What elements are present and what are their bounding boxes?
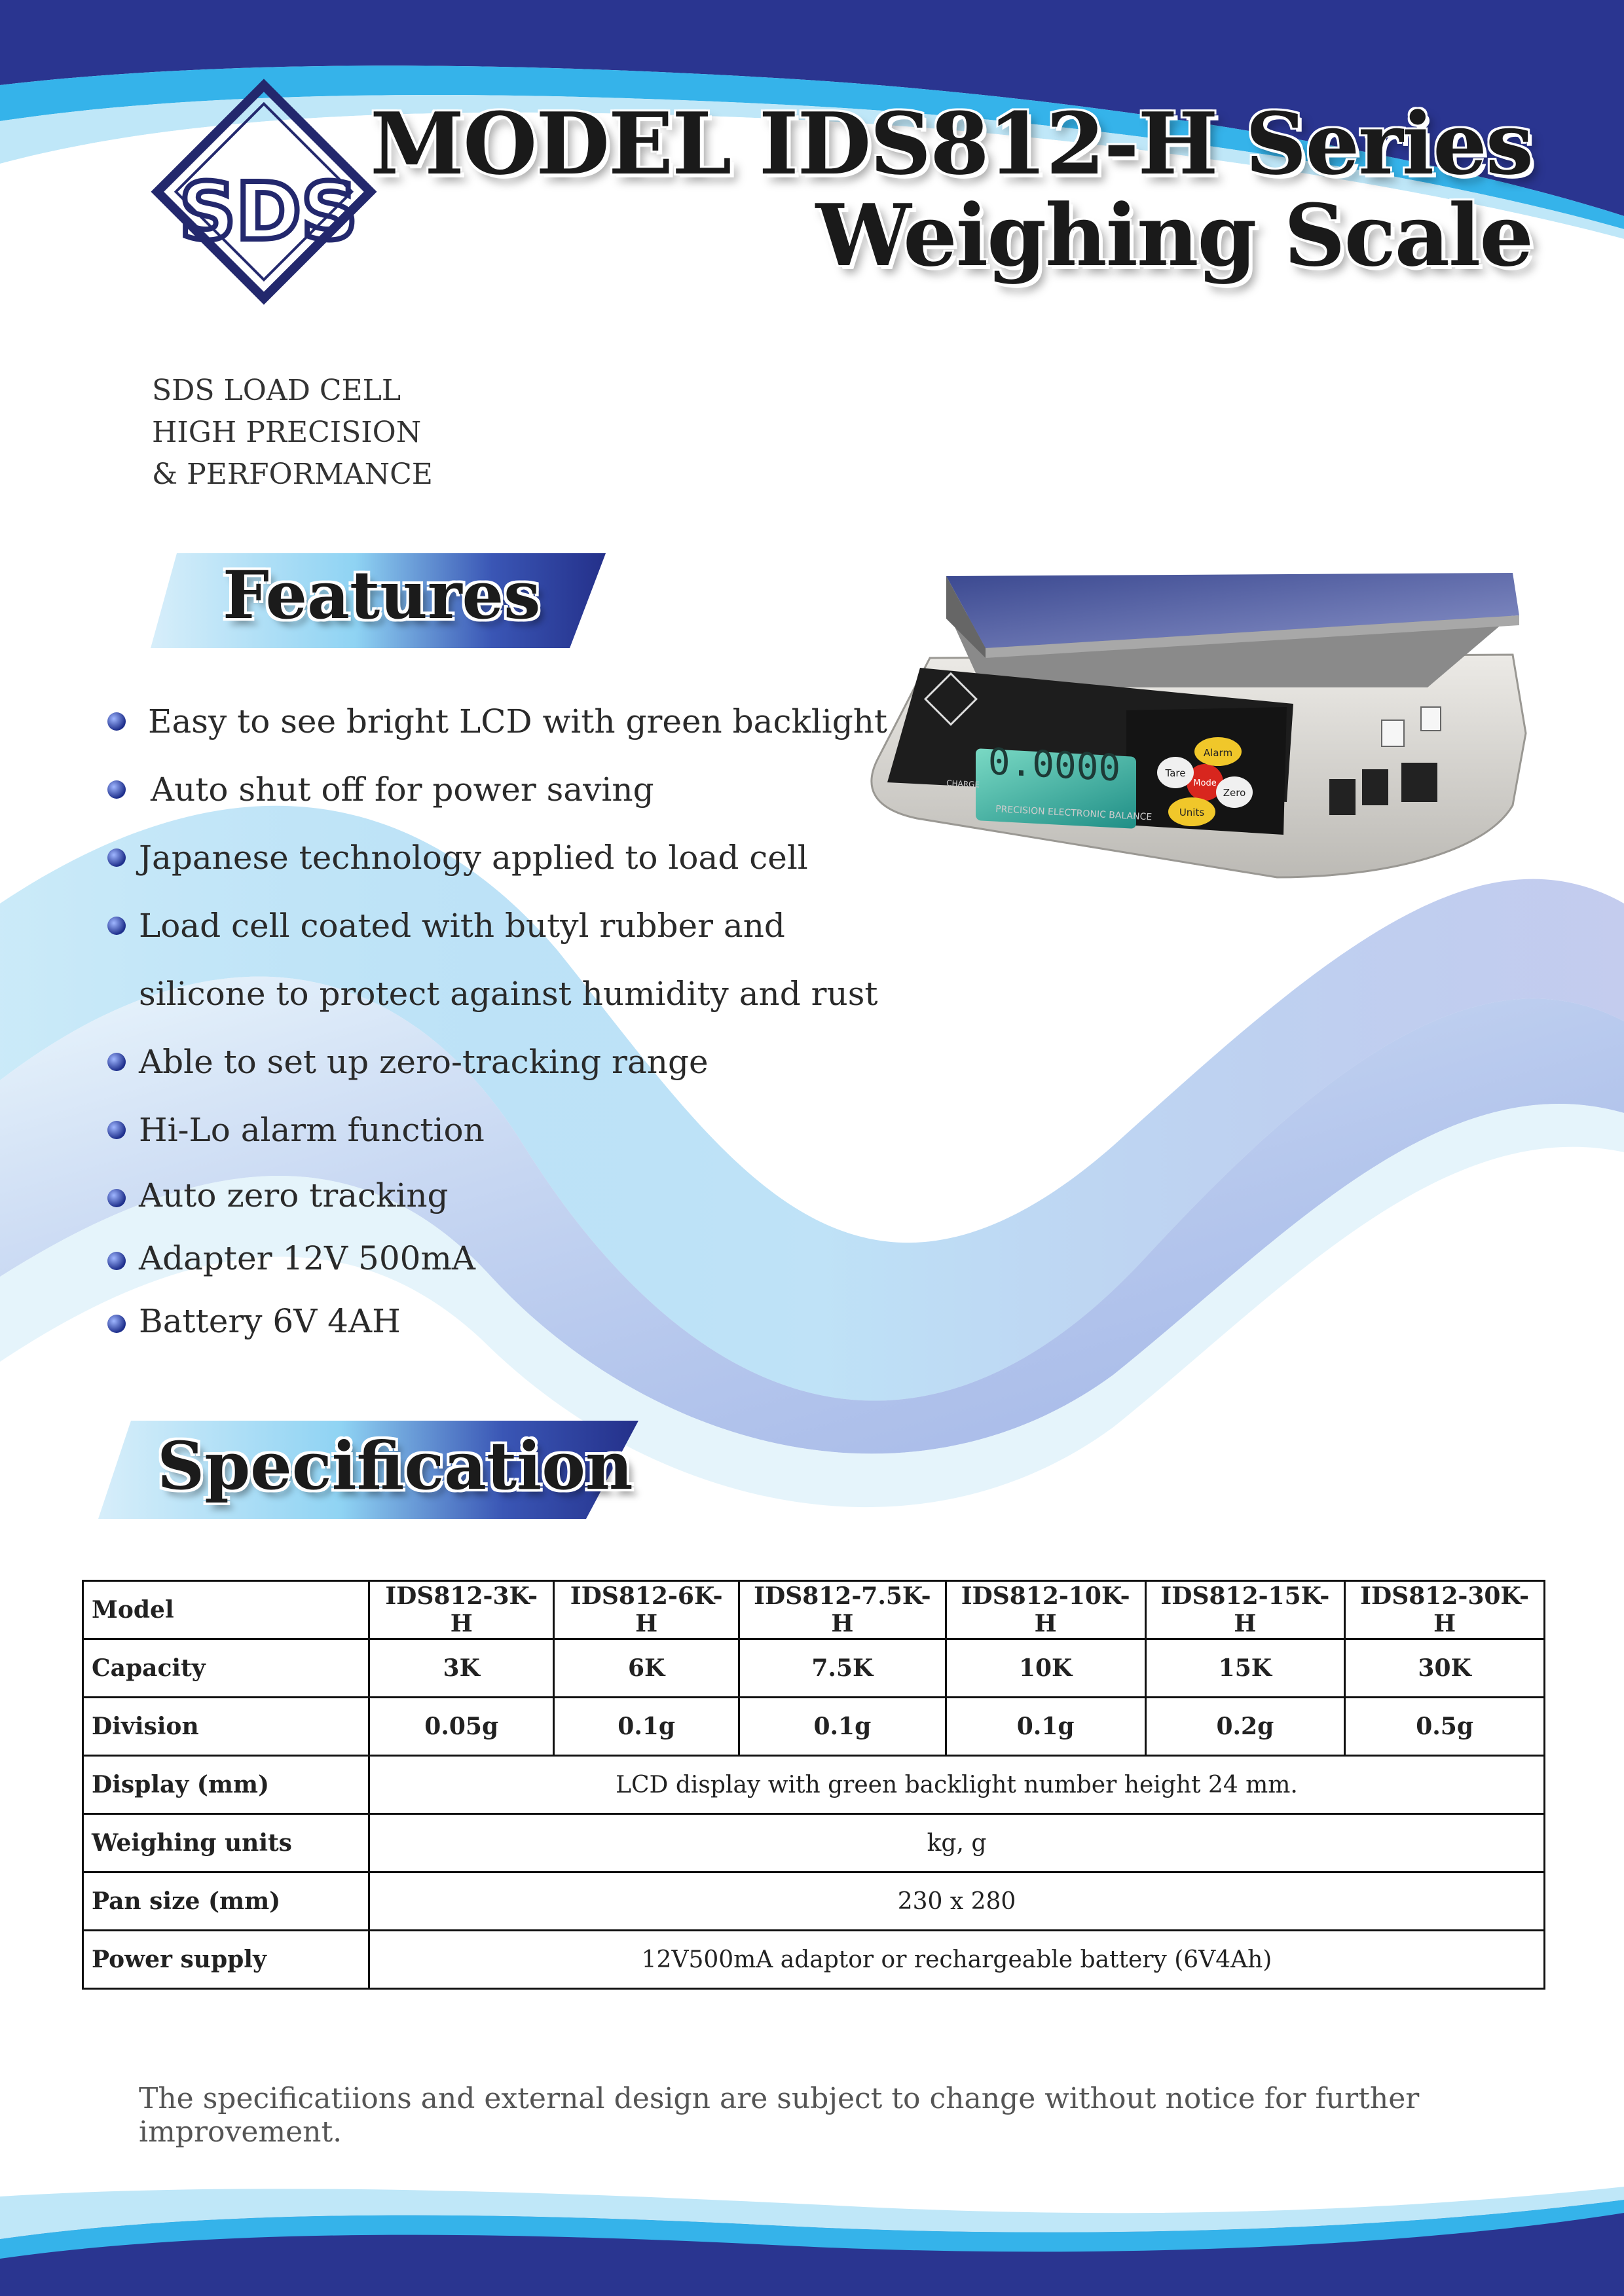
table-cell: 0.1g: [739, 1698, 946, 1756]
table-cell: 3K: [369, 1639, 554, 1698]
tagline-line: & PERFORMANCE: [152, 458, 433, 491]
table-cell: kg, g: [369, 1814, 1545, 1872]
table-cell: 0.1g: [946, 1698, 1145, 1756]
table-cell: IDS812-30K-H: [1345, 1581, 1545, 1639]
feature-item: Able to set up zero-tracking range: [105, 1028, 891, 1096]
table-cell: IDS812-7.5K-H: [739, 1581, 946, 1639]
specification-table: [82, 1580, 1545, 1990]
row-label: Display (mm): [83, 1756, 369, 1814]
table-cell: IDS812-3K-H: [369, 1581, 554, 1639]
table-cell: LCD display with green backlight number height 24 mm.: [369, 1756, 1545, 1814]
table-row: [83, 1931, 1545, 1989]
table-row: [83, 1814, 1545, 1872]
feature-item-continuation: silicone to protect against humidity and rust: [139, 975, 878, 1013]
tagline-line: HIGH PRECISION: [152, 416, 422, 449]
table-cell: 15K: [1145, 1639, 1345, 1698]
bullet-icon: [107, 917, 126, 935]
table-cell: IDS812-6K-H: [554, 1581, 739, 1639]
svg-text:CHARGE: CHARGE: [946, 778, 980, 790]
bullet-icon: [107, 1053, 126, 1071]
footnote: The specificatiions and external design are subject to change without notice for further improvement.: [139, 2082, 1420, 2149]
feature-item: Hi-Lo alarm function: [105, 1096, 891, 1164]
bullet-icon: [107, 1252, 126, 1270]
bullet-icon: [107, 1121, 126, 1139]
bullet-icon: [107, 848, 126, 867]
svg-text:SDS: SDS: [179, 167, 358, 258]
table-cell: 6K: [554, 1639, 739, 1698]
table-cell: 0.05g: [369, 1698, 554, 1756]
svg-text:Tare: Tare: [1165, 767, 1186, 779]
bullet-icon: [107, 1315, 126, 1333]
svg-text:Alarm: Alarm: [1203, 747, 1233, 759]
tagline-line: SDS LOAD CELL: [152, 374, 401, 407]
specification-heading: Specification: [157, 1427, 633, 1504]
table-cell: 30K: [1345, 1639, 1545, 1698]
table-cell: IDS812-10K-H: [946, 1581, 1145, 1639]
table-cell: 0.2g: [1145, 1698, 1345, 1756]
svg-text:Units: Units: [1179, 807, 1205, 818]
feature-item: Load cell coated with butyl rubber and: [105, 892, 891, 960]
feature-item: Easy to see bright LCD with green backlight: [105, 687, 891, 756]
feature-item: Adapter 12V 500mA: [105, 1227, 891, 1290]
table-cell: IDS812-15K-H: [1145, 1581, 1345, 1639]
table-row: [83, 1581, 1545, 1639]
features-list: [105, 687, 891, 1353]
table-cell: 0.5g: [1345, 1698, 1545, 1756]
bullet-icon: [107, 1189, 126, 1207]
table-cell: 10K: [946, 1639, 1145, 1698]
table-row: [83, 1639, 1545, 1698]
svg-text:Zero: Zero: [1223, 787, 1246, 799]
table-cell: 230 x 280: [369, 1872, 1545, 1931]
feature-item: Auto shut off for power saving: [105, 756, 891, 824]
table-row: [83, 1872, 1545, 1931]
table-cell: 7.5K: [739, 1639, 946, 1698]
page-title-line1: MODEL IDS812-H Series: [370, 94, 1532, 194]
scale-product-image: [872, 573, 1526, 877]
brand-tagline: [152, 370, 433, 496]
svg-text:PRECISION ELECTRONIC BALANCE: PRECISION ELECTRONIC BALANCE: [995, 804, 1153, 823]
feature-item: Battery 6V 4AH: [105, 1290, 891, 1353]
lcd-digits: 0.0000: [987, 740, 1121, 790]
row-label: Model: [83, 1581, 369, 1639]
bullet-icon: [107, 712, 126, 731]
table-row: [83, 1698, 1545, 1756]
row-label: Power supply: [83, 1931, 369, 1989]
row-label: Weighing units: [83, 1814, 369, 1872]
svg-text:Mode: Mode: [1193, 778, 1217, 788]
features-heading: Features: [223, 556, 541, 634]
bullet-icon: [107, 780, 126, 799]
row-label: Capacity: [83, 1639, 369, 1698]
feature-item: Japanese technology applied to load cell: [105, 824, 891, 892]
table-row: [83, 1756, 1545, 1814]
row-label: Division: [83, 1698, 369, 1756]
table-cell: 12V500mA adaptor or rechargeable battery (6V4Ah): [369, 1931, 1545, 1989]
table-cell: 0.1g: [554, 1698, 739, 1756]
row-label: Pan size (mm): [83, 1872, 369, 1931]
page-title-line2: Weighing Scale: [815, 185, 1532, 285]
feature-item: Auto zero tracking: [105, 1164, 891, 1227]
